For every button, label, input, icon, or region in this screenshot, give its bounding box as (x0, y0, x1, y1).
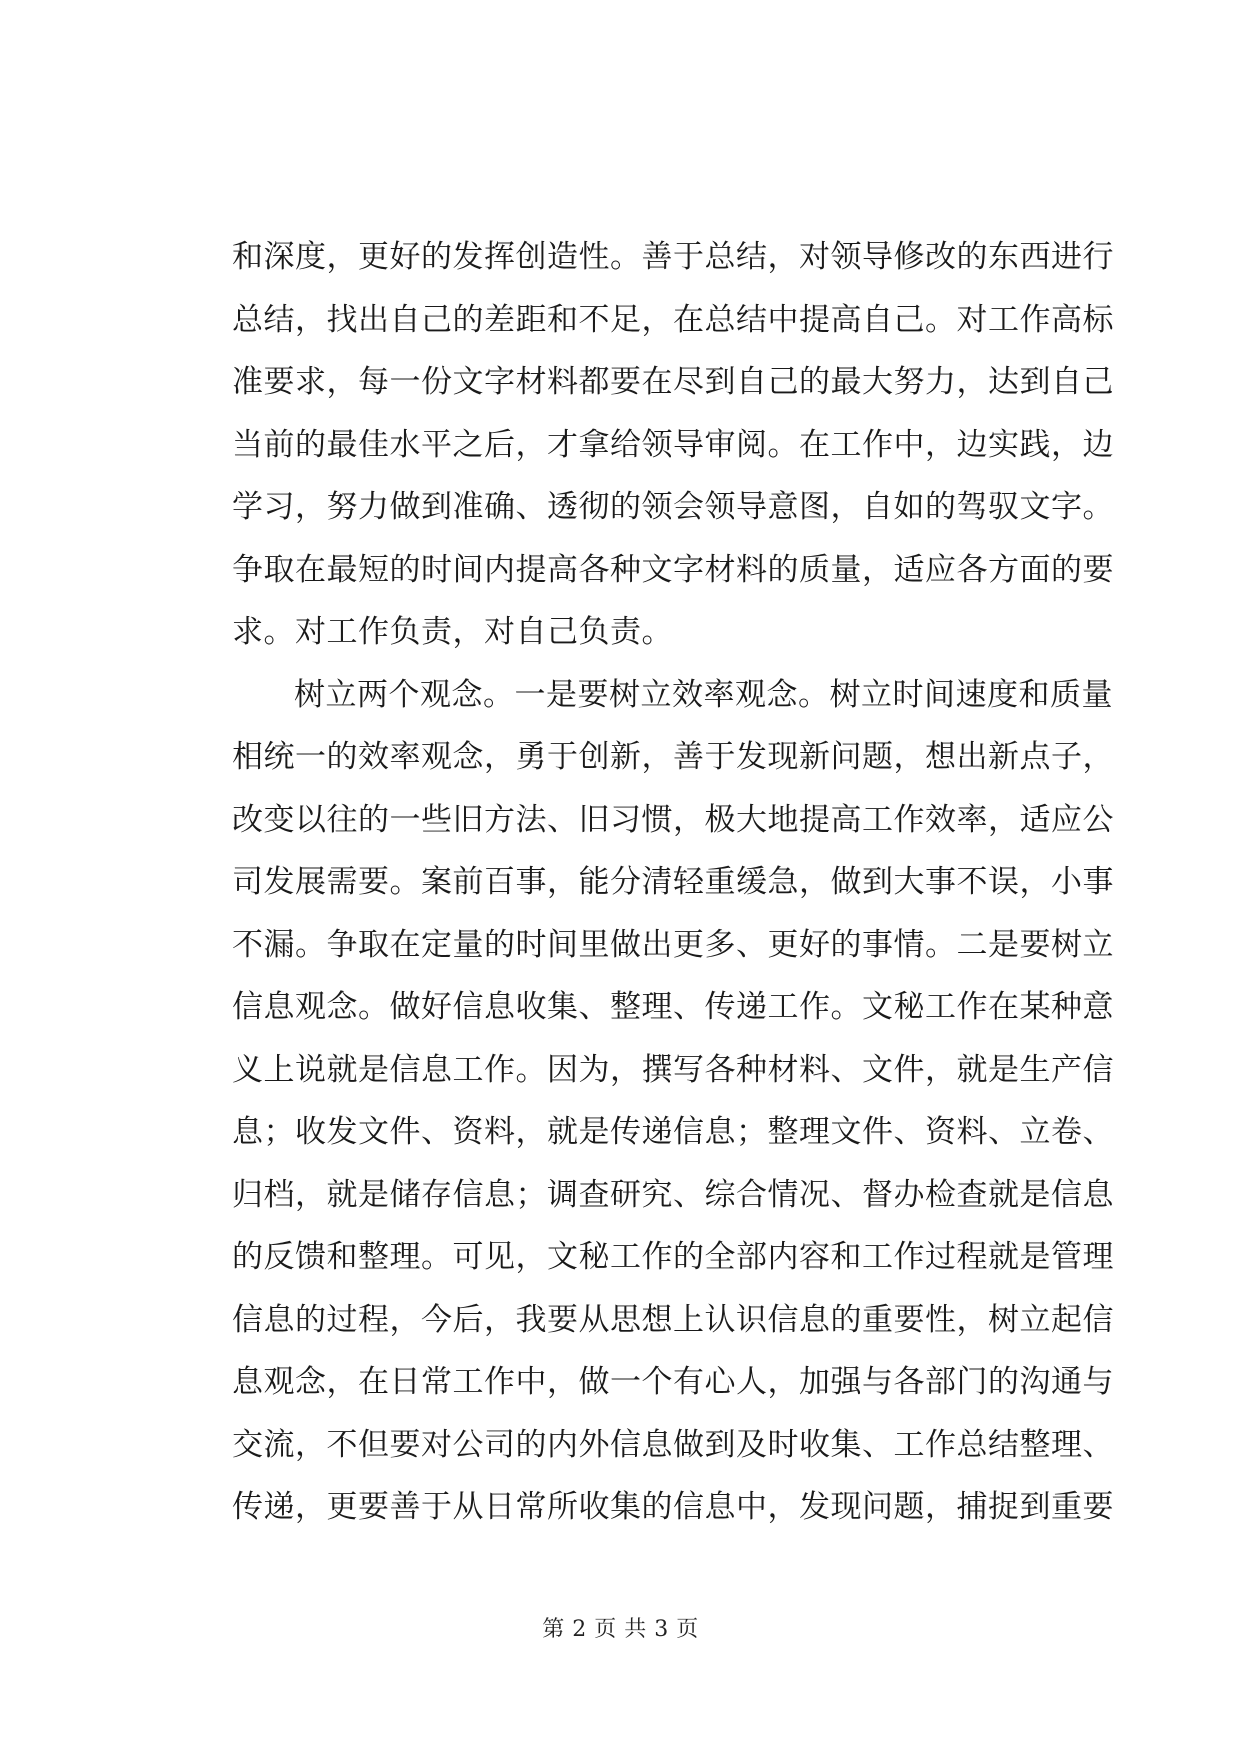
paragraph-2 (232, 664, 1114, 1539)
page-number-footer: 第 2 页 共 3 页 (542, 1617, 699, 1642)
text-line: 息观念，在日常工作中，做一个有心人，加强与各部门的沟通与 (232, 1364, 1114, 1400)
text-line: 息；收发文件、资料，就是传递信息；整理文件、资料、立卷、 (232, 1114, 1114, 1150)
text-line: 传递，更要善于从日常所收集的信息中，发现问题，捕捉到重要 (232, 1489, 1114, 1525)
text-line: 义上说就是信息工作。因为，撰写各种材料、文件，就是生产信 (232, 1051, 1114, 1088)
text-line: 信息的过程，今后，我要从思想上认识信息的重要性，树立起信 (232, 1301, 1114, 1338)
text-line: 准要求，每一份文字材料都要在尽到自己的最大努力，达到自己 (232, 364, 1114, 400)
text-line: 司发展需要。案前百事，能分清轻重缓急，做到大事不误，小事 (232, 864, 1114, 900)
text-line: 总结，找出自己的差距和不足，在总结中提高自己。对工作高标 (232, 301, 1114, 338)
text-line: 不漏。争取在定量的时间里做出更多、更好的事情。二是要树立 (232, 926, 1114, 963)
text-line: 和深度，更好的发挥创造性。善于总结，对领导修改的东西进行 (232, 239, 1114, 275)
text-line: 求。对工作负责，对自己负责。 (232, 614, 673, 650)
text-line: 归档，就是储存信息；调查研究、综合情况、督办检查就是信息 (232, 1176, 1114, 1213)
document-body (232, 226, 1114, 1539)
text-line: 信息观念。做好信息收集、整理、传递工作。文秘工作在某种意 (232, 989, 1114, 1025)
text-line: 的反馈和整理。可见，文秘工作的全部内容和工作过程就是管理 (232, 1239, 1114, 1275)
text-line: 树立两个观念。一是要树立效率观念。树立时间速度和质量 (294, 676, 1113, 713)
text-line: 相统一的效率观念，勇于创新，善于发现新问题，想出新点子， (232, 739, 1114, 775)
text-line: 争取在最短的时间内提高各种文字材料的质量，适应各方面的要 (232, 551, 1114, 588)
text-line: 改变以往的一些旧方法、旧习惯，极大地提高工作效率，适应公 (232, 801, 1114, 838)
paragraph-1 (232, 226, 1114, 664)
text-line: 当前的最佳水平之后，才拿给领导审阅。在工作中，边实践，边 (232, 426, 1114, 463)
text-line: 学习，努力做到准确、透彻的领会领导意图，自如的驾驭文字。 (232, 489, 1114, 525)
text-line: 交流，不但要对公司的内外信息做到及时收集、工作总结整理、 (232, 1426, 1114, 1463)
